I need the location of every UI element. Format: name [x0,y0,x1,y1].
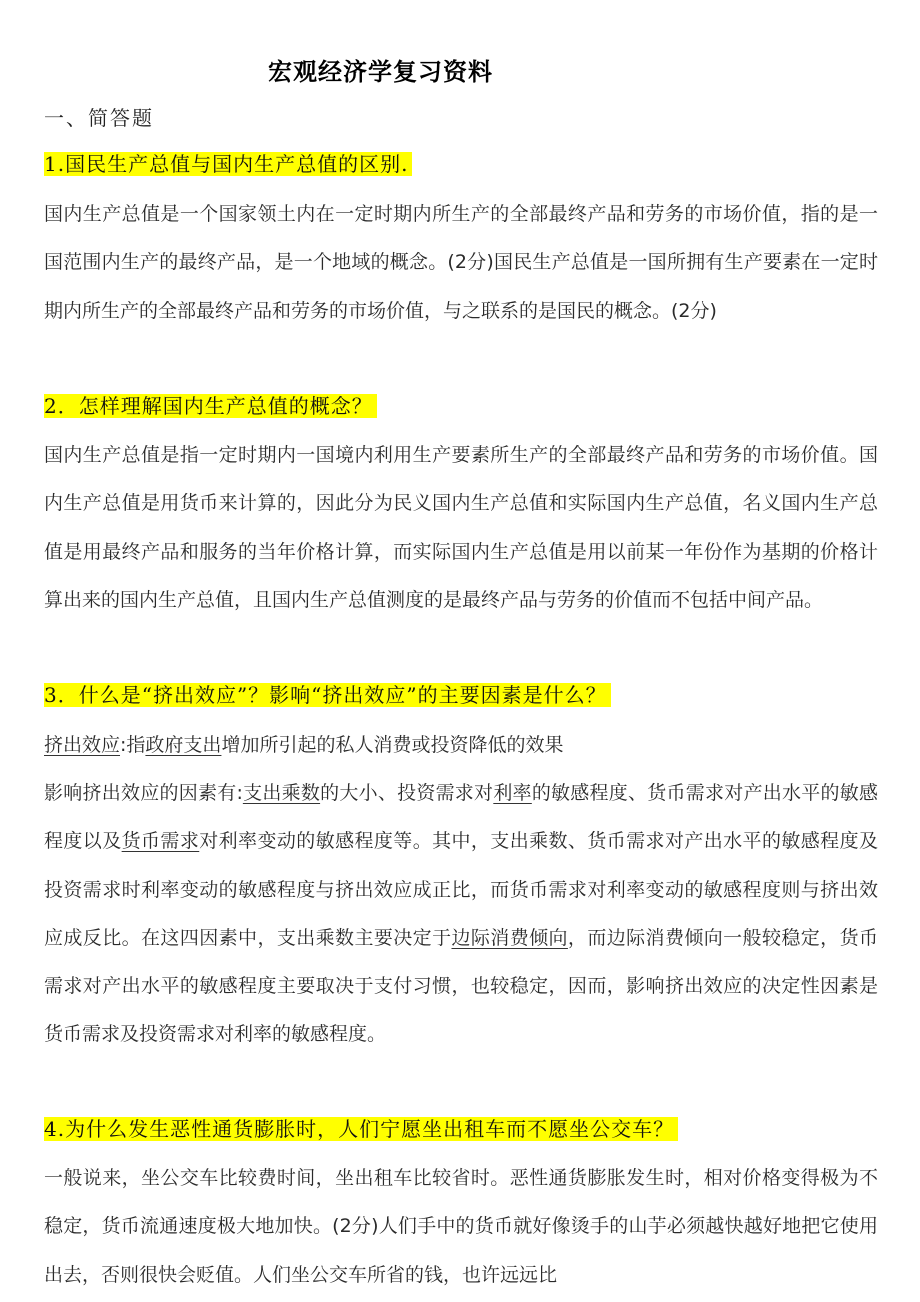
question-1 [44,146,412,182]
term-expenditure-multiplier: 支出乘数 [242,782,321,804]
question-2 [44,388,377,424]
document-title: 宏观经济学复习资料 [268,58,493,86]
factors-text: 对利率变动的敏感程度等。其中，支出乘数、货币需求对产出水平的敏感程度及投资需求时利率变动的敏感程度与挤出效应成正比，而货币需求对利率变动的敏感程度则与挤出效应成反比。在这四因素中，支出乘数主要决定于 [44,830,878,949]
factors-text: ，而边际消费倾向一般较稳定，货币需求对产出水平的敏感程度主要取决于支付习惯，也较稳定，因而，影响挤出效应的决定性因素是货币需求及投资需求对利率的敏感程度。 [44,926,878,1046]
question-4 [44,1111,678,1147]
definition-text: :指 [120,734,146,756]
term-interest-rate: 利率 [493,782,532,804]
definition-text: 增加所引起的私人消费或投资降低的效果 [221,734,564,756]
section-heading: 一、简答题 [44,106,154,130]
factors-text: 的大小、投资需求对 [320,782,494,804]
answer-4: 一般说来，坐公交车比较费时间，坐出租车比较省时。恶性通货膨胀发生时，相对价格变得极为不稳定，货币流通速度极大地加快。(2分)人们手中的货币就好像烫手的山芋必须越快越好地把它使用出去，否则很快会贬值。人们坐公交车所省的钱，也许远远比 [44,1167,878,1286]
factors-text: 影响挤出效应的因素有: [44,782,243,804]
term-crowding-out: 挤出效应 [44,734,121,756]
question-1-heading: 1.国民生产总值与国内生产总值的区别. [44,152,412,176]
question-2-heading: 2．怎样理解国内生产总值的概念？ [44,394,377,418]
answer-3-factors [44,769,878,1059]
term-marginal-propensity-to-consume: 边际消费倾向 [451,926,568,949]
term-money-demand: 货币需求 [121,830,200,853]
question-3-heading: 3．什么是“挤出效应”？影响“挤出效应”的主要因素是什么？ [44,683,611,707]
question-4-heading: 4.为什么发生恶性通货膨胀时，人们宁愿坐出租车而不愿坐公交车？ [44,1117,678,1141]
factors-text: 的敏感程度、货币需求对产出水平的敏感程度以及 [44,782,878,853]
term-government-spending: 政府支出 [145,734,222,756]
question-3 [44,677,611,713]
answer-3-definition [44,721,878,769]
answer-2: 国内生产总值是指一定时期内一国境内利用生产要素所生产的全部最终产品和劳务的市场价值。国内生产总值是用货币来计算的，因此分为民义国内生产总值和实际国内生产总值，名义国内生产总值是用最终产品和服务的当年价格计算，而实际国内生产总值是用以前某一年份作为基期的价格计算出来的国内生产总值，且国内生产总值测度的是最终产品与劳务的价值而不包括中间产品。 [44,444,878,611]
answer-1: 国内生产总值是一个国家领土内在一定时期内所生产的全部最终产品和劳务的市场价值，指的是一国范围内生产的最终产品，是一个地域的概念。(2分)国民生产总值是一国所拥有生产要素在一定时期内所生产的全部最终产品和劳务的市场价值，与之联系的是国民的概念。(2分) [44,203,878,322]
